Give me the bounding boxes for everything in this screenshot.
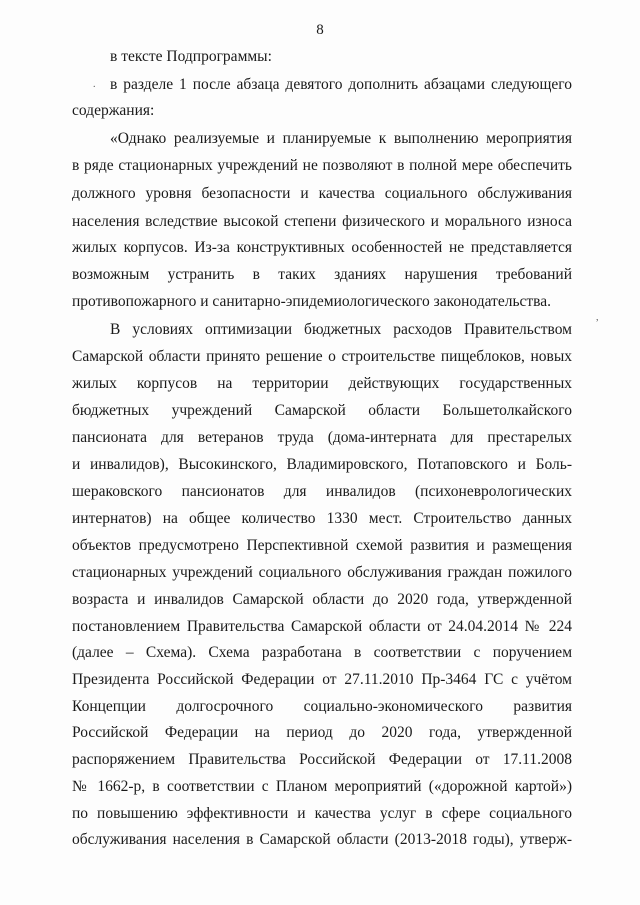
text-line: противопожарного и санитарно-эпидемиологического законодательства. <box>72 293 552 310</box>
text-line: распоряжением Правительства Российской Федерации от 17.11.2008 <box>72 751 572 768</box>
page-number: 8 <box>316 22 324 38</box>
text-line: должного уровня безопасности и качества социального обслуживания <box>72 185 572 202</box>
text-line: (далее – Схема). Схема разработана в соответствии с поручением <box>72 644 572 661</box>
text-line: стационарных учреждений социального обслуживания граждан пожилого <box>72 564 572 581</box>
text-line: содержания: <box>72 102 155 119</box>
text-line: бюджетных учреждений Самарской области Большетолкайского <box>72 402 572 419</box>
text-line: Президента Российской Федерации от 27.11.2010 Пр-3464 ГС с учётом <box>72 671 572 688</box>
text-line: В условиях оптимизации бюджетных расходов Правительством <box>110 321 572 338</box>
text-line: по повышению эффективности и качества услуг в сфере социального <box>72 805 572 822</box>
text-line: Российской Федерации на период до 2020 года, утвержденной <box>72 724 572 741</box>
text-line: пансионата для ветеранов труда (дома-интерната для престарелых <box>72 429 572 446</box>
text-line: интернатов) на общее количество 1330 мест. Строительство данных <box>72 510 572 527</box>
text-line: жилых корпусов на территории действующих государственных <box>72 375 572 392</box>
text-line: шераковского пансионатов для инвалидов (психоневрологических <box>72 483 572 500</box>
text-line: в тексте Подпрограммы: <box>110 48 272 65</box>
scan-speck: . <box>93 79 96 90</box>
text-line: возможным устранить в таких зданиях нарушения требований <box>72 266 572 283</box>
text-line: возраста и инвалидов Самарской области до 2020 года, утвержденной <box>72 591 572 608</box>
text-line: «Однако реализуемые и планируемые к выполнению мероприятия <box>110 130 572 147</box>
text-line: в разделе 1 после абзаца девятого дополнить абзацами следующего <box>110 76 572 93</box>
text-line: объектов предусмотрено Перспективной схемой развития и размещения <box>72 537 572 554</box>
text-line: в ряде стационарных учреждений не позволяют в полной мере обеспечить <box>72 157 572 174</box>
text-line: № 1662-р, в соответствии с Планом мероприятий («дорожной картой») <box>72 778 572 795</box>
text-line: Концепции долгосрочного социально-экономического развития <box>72 698 572 715</box>
text-line: жилых корпусов. Из-за конструктивных особенностей не представляется <box>72 239 572 256</box>
text-line: обслуживания населения в Самарской области (2013-2018 годы), утверж- <box>72 831 572 848</box>
text-line: постановлением Правительства Самарской области от 24.04.2014 № 224 <box>72 618 572 635</box>
text-line: населения вследствие высокой степени физического и морального износа <box>72 213 572 230</box>
text-line: и инвалидов), Высокинского, Владимировского, Потаповского и Боль- <box>72 456 572 473</box>
text-line: Самарской области принято решение о строительстве пищеблоков, новых <box>72 348 572 365</box>
scan-speck: , <box>596 312 599 323</box>
